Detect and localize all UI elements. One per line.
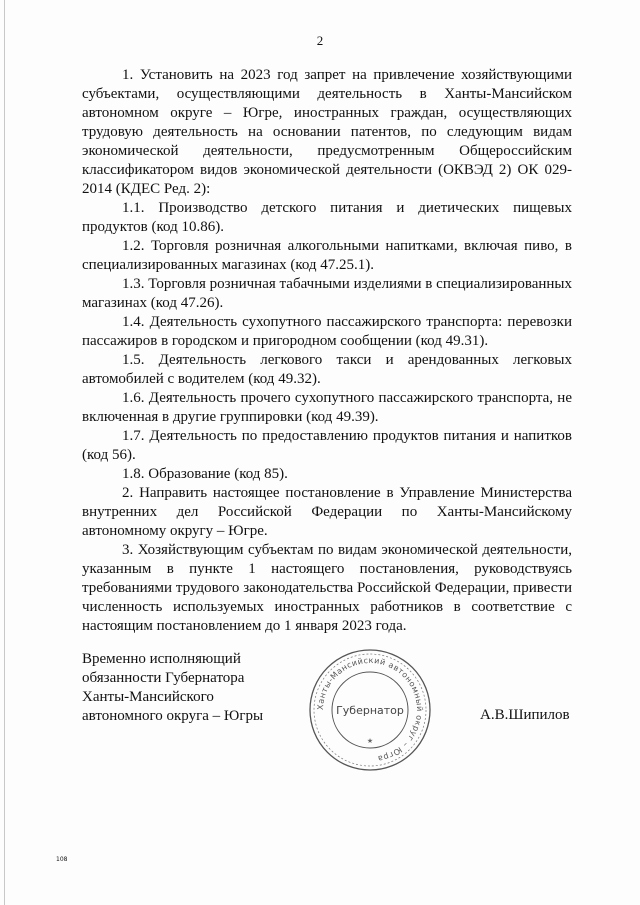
paragraph-1-5: 1.5. Деятельность легкового такси и арендованных легковых автомобилей с водителем (код 49.32). [82,352,572,387]
paragraph-2: 2. Направить настоящее постановление в Управление Министерства внутренних дел Российской Федерации по Ханты-Мансийскому автономному округу – Югре. [82,485,572,539]
paragraph-3: 3. Хозяйствующим субъектам по видам экономической деятельности, указанным в пункте 1 настоящего постановления, руководствуясь требованиями трудового законодательства Российской Федерации, привести численность используемых иностранных работников в соответствие с настоящим постановлением до 1 января 2023 года. [82,542,572,634]
signer-title [82,650,263,726]
paragraph-1-8: 1.8. Образование (код 85). [122,466,288,482]
signer-title-line: обязанности Губернатора [82,670,245,686]
paragraph-1-2: 1.2. Торговля розничная алкогольными напитками, включая пиво, в специализированных магазинах (код 47.25.1). [82,238,572,273]
signer-title-line: Ханты-Мансийского [82,689,214,705]
signer-name: А.В.Шипилов [480,707,570,723]
page-edge-line [4,0,5,905]
signer-title-line: Временно исполняющий [82,651,241,667]
paragraph-1-3: 1.3. Торговля розничная табачными изделиями в специализированных магазинах (код 47.26). [82,276,572,311]
official-seal-stamp [305,645,435,775]
paragraph-1-4: 1.4. Деятельность сухопутного пассажирского транспорта: перевозки пассажиров в городском и пригородном сообщении (код 49.31). [82,314,572,349]
footer-code: 108 [56,856,68,863]
document-body [82,66,572,636]
seal-ring-text: Ханты-Мансийский автономный округ – Югра [315,655,425,764]
paragraph-1-1: 1.1. Производство детского питания и диетических пищевых продуктов (код 10.86). [82,200,572,235]
paragraph-1: 1. Установить на 2023 год запрет на привлечение хозяйствующими субъектами, осуществляющими деятельность в Ханты-Мансийском автономном округе – Югре, иностранных граждан, осуществляющих трудовую деятельность на основании патентов, по следующим видам экономической деятельности, предусмотренным Общероссийским классификатором видов экономической деятельности (ОКВЭД 2) ОК 029-2014 (КДЕС Ред. 2): [82,67,572,197]
seal-star-icon: ★ [366,737,374,745]
paragraph-1-6: 1.6. Деятельность прочего сухопутного пассажирского транспорта, не включенная в другие группировки (код 49.39). [82,390,572,425]
seal-center-text: Губернатор [336,704,404,717]
signer-title-line: автономного округа – Югры [82,708,264,724]
page-number: 2 [316,33,324,48]
paragraph-1-7: 1.7. Деятельность по предоставлению продуктов питания и напитков (код 56). [82,428,572,463]
